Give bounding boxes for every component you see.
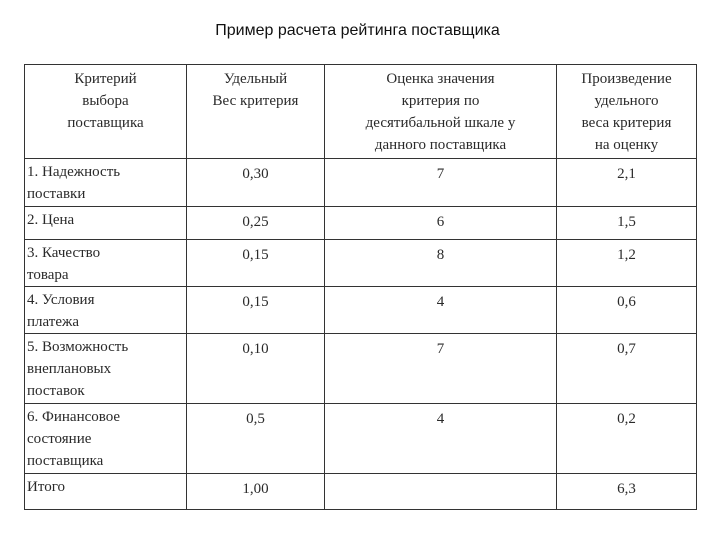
header-product <box>557 65 697 159</box>
score-cell: 4 <box>325 287 557 334</box>
weight-cell: 0,15 <box>187 240 325 287</box>
header-line: удельного <box>594 93 659 109</box>
score-cell: 7 <box>325 159 557 207</box>
score-cell: 4 <box>325 404 557 474</box>
criterion-line: состояние <box>27 431 92 447</box>
criterion-line: 3. Качество <box>27 245 101 261</box>
header-line: десятибальной шкале у <box>365 115 516 131</box>
page-title <box>0 22 720 40</box>
criterion-line: платежа <box>27 314 80 330</box>
criterion-line: 6. Финансовое <box>27 409 121 425</box>
header-weight <box>187 65 325 159</box>
criterion-cell <box>25 474 187 510</box>
table-row <box>25 334 697 404</box>
product-cell: 6,3 <box>557 474 697 510</box>
product-cell: 1,5 <box>557 207 697 240</box>
criterion-line: 5. Возможность <box>27 339 129 355</box>
header-line: веса критерия <box>581 115 672 131</box>
header-criterion <box>25 65 187 159</box>
total-row <box>25 474 697 510</box>
criterion-line: 1. Надежность <box>27 164 121 180</box>
criterion-cell <box>25 207 187 240</box>
weight-cell: 0,25 <box>187 207 325 240</box>
table-row <box>25 240 697 287</box>
header-line: Удельный <box>223 71 288 87</box>
header-row <box>25 65 697 159</box>
supplier-rating-table <box>24 64 697 510</box>
criterion-line: внеплановых <box>27 361 112 377</box>
criterion-cell <box>25 334 187 404</box>
product-cell: 2,1 <box>557 159 697 207</box>
criterion-line: поставок <box>27 383 85 399</box>
criterion-cell <box>25 240 187 287</box>
criterion-line: 4. Условия <box>27 292 95 308</box>
score-cell <box>325 474 557 510</box>
table-row <box>25 159 697 207</box>
criterion-line: товара <box>27 267 69 283</box>
score-cell: 6 <box>325 207 557 240</box>
header-line: Оценка значения <box>386 71 495 87</box>
criterion-line: Итого <box>27 479 65 495</box>
product-cell: 1,2 <box>557 240 697 287</box>
criterion-line: поставки <box>27 186 86 202</box>
weight-cell: 0,30 <box>187 159 325 207</box>
header-line: Критерий <box>74 71 137 87</box>
criterion-line: 2. Цена <box>27 212 75 228</box>
table-row <box>25 287 697 334</box>
product-cell: 0,2 <box>557 404 697 474</box>
product-cell: 0,6 <box>557 287 697 334</box>
header-score <box>325 65 557 159</box>
weight-cell: 0,10 <box>187 334 325 404</box>
table-row <box>25 404 697 474</box>
weight-cell: 0,5 <box>187 404 325 474</box>
product-cell: 0,7 <box>557 334 697 404</box>
score-cell: 7 <box>325 334 557 404</box>
header-line: выбора <box>82 93 129 109</box>
header-line: критерия по <box>401 93 480 109</box>
criterion-line: поставщика <box>27 453 104 469</box>
table-row <box>25 207 697 240</box>
page-title-text: Пример расчета рейтинга поставщика <box>215 22 500 39</box>
score-cell: 8 <box>325 240 557 287</box>
header-line: данного поставщика <box>374 137 507 153</box>
criterion-cell <box>25 159 187 207</box>
header-line: поставщика <box>67 115 144 131</box>
criterion-cell <box>25 287 187 334</box>
weight-cell: 0,15 <box>187 287 325 334</box>
criterion-cell <box>25 404 187 474</box>
weight-cell: 1,00 <box>187 474 325 510</box>
header-line: Вес критерия <box>212 93 299 109</box>
header-line: на оценку <box>594 137 659 153</box>
header-line: Произведение <box>581 71 672 87</box>
